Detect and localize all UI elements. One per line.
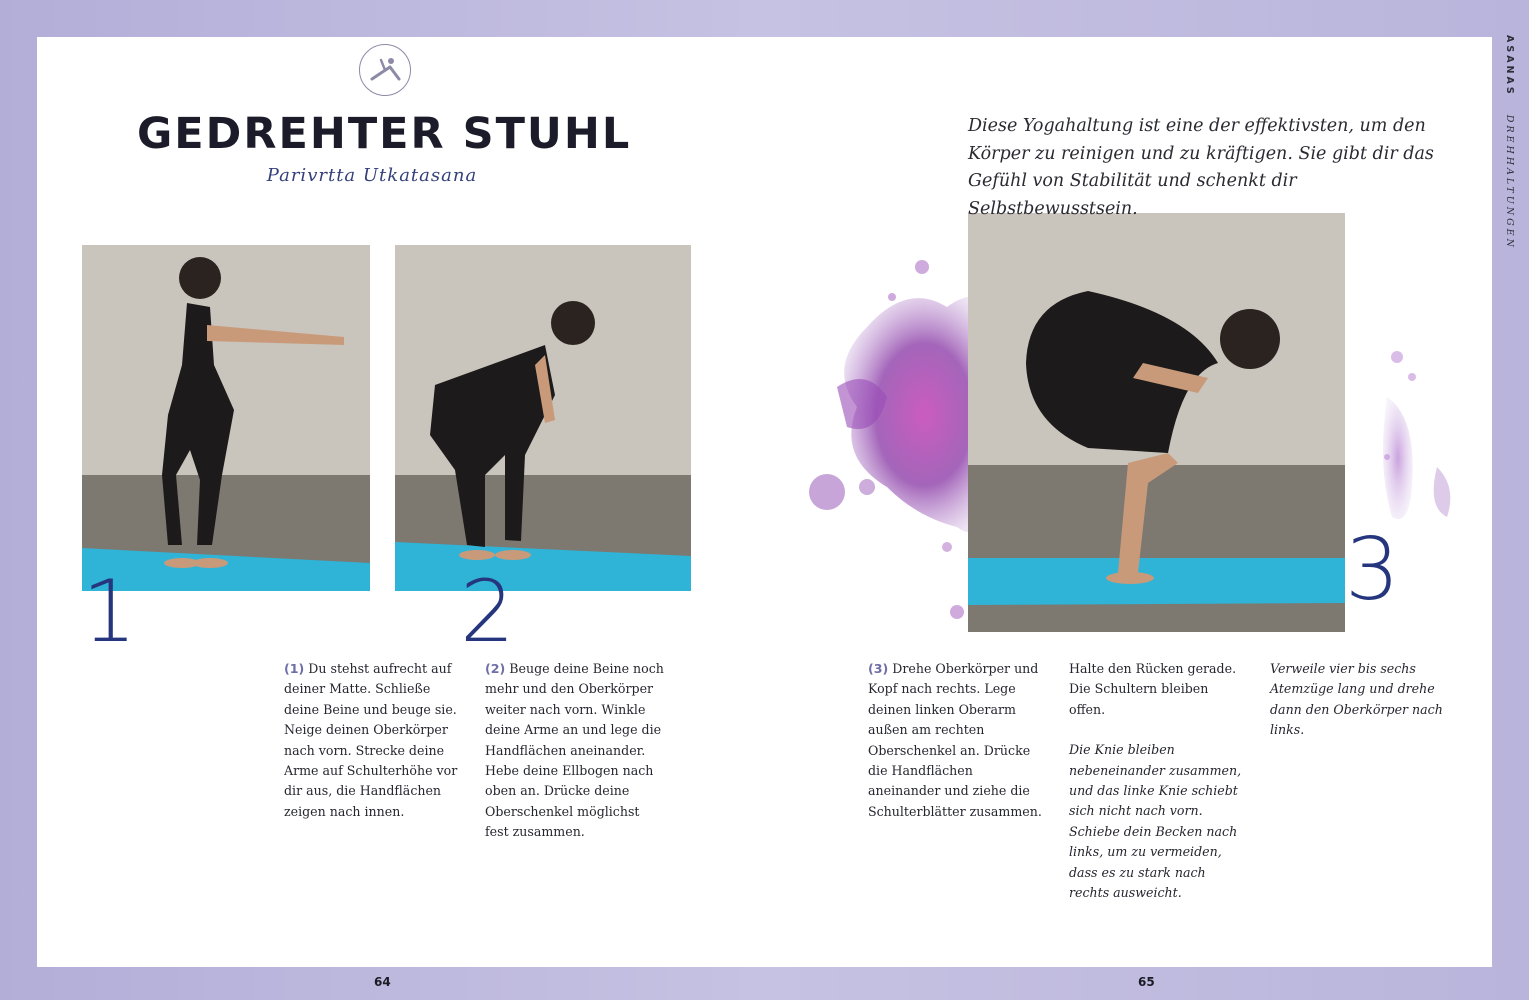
step-2-text xyxy=(485,659,665,843)
page-number-left: 64 xyxy=(374,975,391,989)
page-title: GEDREHTER STUHL xyxy=(137,109,632,159)
finish-column: Verweile vier bis sechs Atemzüge lang und drehe dann den Oberkörper nach links. xyxy=(1270,661,1443,738)
section-sidebar xyxy=(1497,35,1515,285)
sanskrit-subtitle: Parivrtta Utkatasana xyxy=(266,165,478,186)
yoga-pose-icon xyxy=(359,44,411,96)
step-ref-1: (1) xyxy=(284,661,305,676)
step-number-1: 1 xyxy=(82,562,137,662)
step-1-body: Du stehst aufrecht auf deiner Matte. Schließe deine Beine und beuge sie. Neige deinen Oberkörper nach vorn. Strecke deine Arme auf Schulterhöhe vor dir aus, die Handflächen zeigen nach innen. xyxy=(284,661,458,819)
photo-step-3 xyxy=(968,213,1345,632)
step-3-text xyxy=(868,659,1046,822)
step-ref-2: (2) xyxy=(485,661,506,676)
step-1-text xyxy=(284,659,462,822)
step-number-2: 2 xyxy=(460,562,515,662)
page-number-right: 65 xyxy=(1138,975,1155,989)
book-spread xyxy=(37,37,1492,989)
intro-text: Diese Yogahaltung ist eine der effektivsten, um den Körper zu reinigen und zu kräftigen. Sie gibt dir das Gefühl von Stabilität und schenkt dir Selbstbewusstsein. xyxy=(968,116,1434,219)
tip-italic: Die Knie bleiben nebeneinander zusammen, und das linke Knie schiebt sich nicht nach vorn. Schiebe dein Becken nach links, um zu vermeiden, dass es zu stark nach rechts ausweicht. xyxy=(1069,742,1242,901)
tip-regular: Halte den Rücken gerade. Die Schultern bleiben offen. xyxy=(1069,661,1237,717)
step-ref-3: (3) xyxy=(868,661,889,676)
step-2-body: Beuge deine Beine noch mehr und den Oberkörper weiter nach vorn. Winkle deine Arme an und lege die Handflächen aneinander. Hebe deine Ellbogen nach oben an. Drücke deine Oberschenkel möglichst fest zusammen. xyxy=(485,661,664,840)
photo-step-2 xyxy=(395,245,691,591)
sidebar-section: ASANAS xyxy=(1504,35,1515,97)
step-number-3: 3 xyxy=(1345,520,1400,620)
photo-step-1 xyxy=(82,245,370,591)
sidebar-chapter: DREHHALTUNGEN xyxy=(1504,114,1515,250)
tips-column xyxy=(1069,659,1244,923)
step-3-body: Drehe Oberkörper und Kopf nach rechts. Lege deinen linken Oberarm außen am rechten Oberschenkel an. Drücke die Handflächen aneinander und ziehe die Schulterblätter zusammen. xyxy=(868,661,1042,819)
